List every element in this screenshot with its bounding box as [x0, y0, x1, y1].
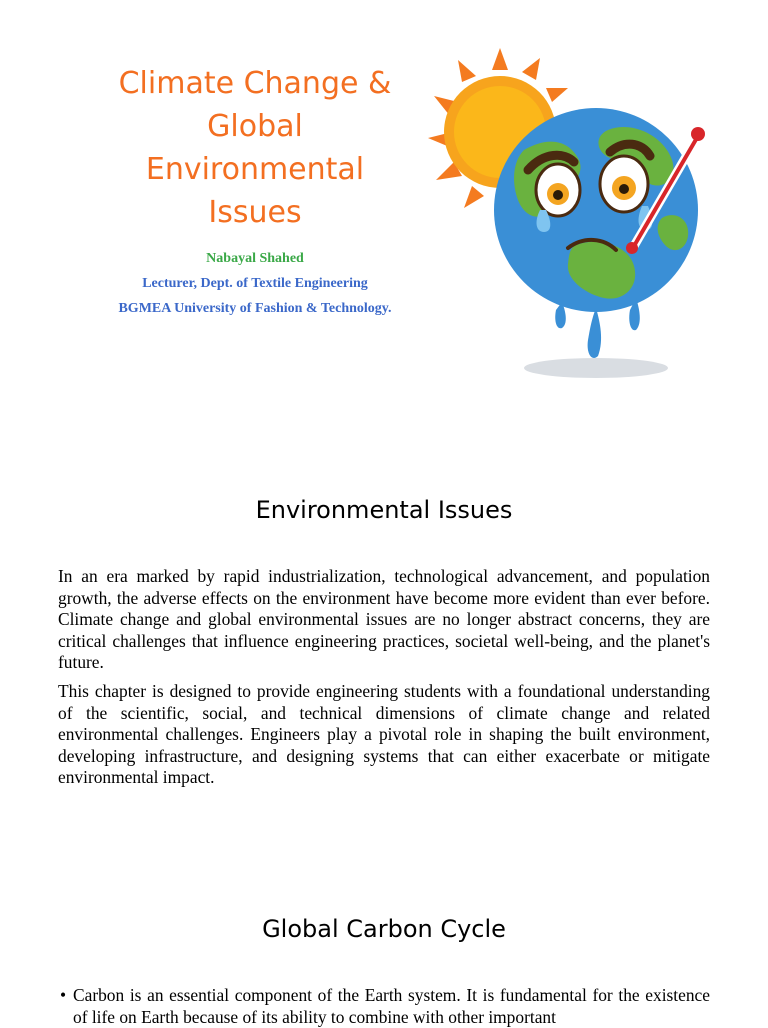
paragraph: In an era marked by rapid industrialization, technological advancement, and population growth, the adverse effects on the environment have become more evident than ever before. Climate change and global environmental issues are no longer abstract concerns, they are critical challenges that influence engineering practices, societal well-being, and the planet's future. [58, 566, 710, 673]
title-line: Climate Change & [118, 66, 392, 101]
title-line: Issues [208, 195, 302, 230]
author-info [90, 246, 420, 321]
cover-title-block [90, 62, 420, 321]
title-line: Environmental [145, 152, 365, 187]
author-institution: BGMEA University of Fashion & Technology. [118, 301, 392, 316]
document-title [90, 62, 420, 234]
bullet-item [60, 985, 710, 1028]
climate-illustration [428, 40, 728, 390]
crying-earth-icon [494, 108, 698, 358]
paragraph: This chapter is designed to provide engineering students with a foundational understanding of the scientific, social, and technical dimensions of climate change and related environmental challenges. Engineers play a pivotal role in shaping the built environment, developing infrastructure, and designing systems that can either exacerbate or mitigate environmental impact. [58, 681, 710, 788]
bullet-icon: • [60, 985, 67, 1005]
section-heading-global-carbon-cycle: Global Carbon Cycle [262, 915, 506, 943]
section-heading-environmental-issues: Environmental Issues [255, 496, 513, 524]
bullet-text: Carbon is an essential component of the Earth system. It is fundamental for the existence of life on Earth because of its ability to combine with other important [73, 985, 710, 1027]
author-position: Lecturer, Dept. of Textile Engineering [142, 276, 368, 291]
author-name: Nabayal Shahed [206, 251, 304, 266]
title-line: Global [207, 109, 303, 144]
